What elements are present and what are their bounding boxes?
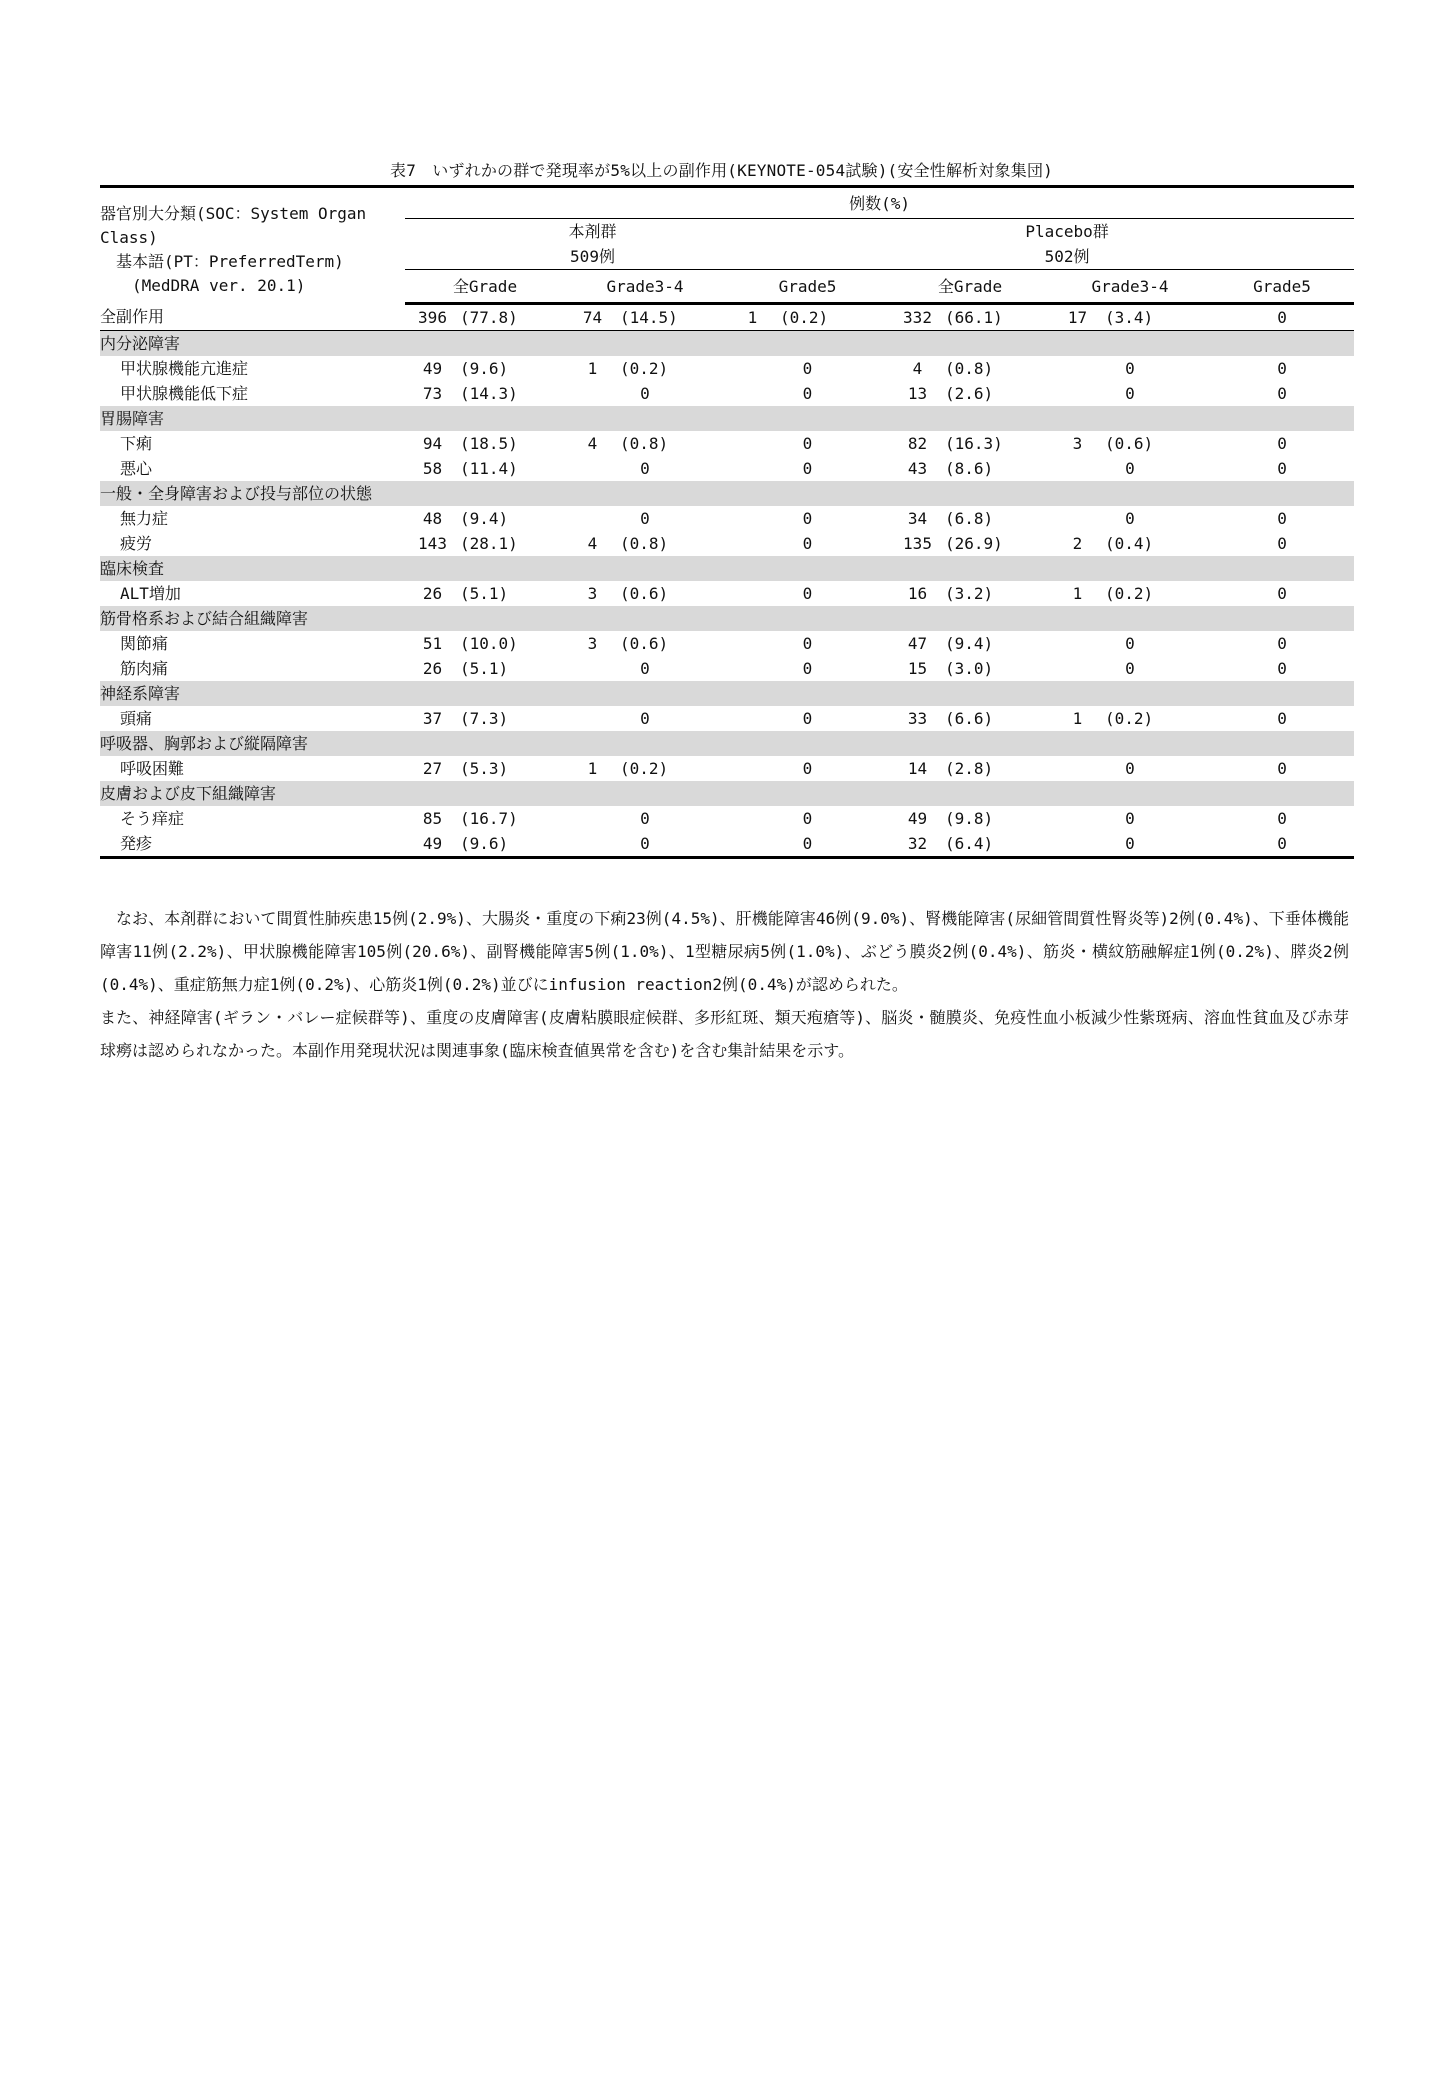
value-cell: 135 [903, 534, 932, 553]
value-cell: (3.2) [945, 584, 994, 603]
value-cell: (5.1) [460, 584, 509, 603]
value-cell: 37 [422, 709, 443, 728]
value-cell: (0.2) [620, 759, 669, 778]
footnote-paragraph: なお、本剤群において間質性肺疾患15例(2.9%)、大腸炎・重度の下痢23例(4.5%)、肝機能障害46例(9.0%)、腎機能障害(尿細管間質性腎炎等)2例(0.4%)、下垂体機能障害11例(2.2%)、甲状腺機能障害105例(20.6%)、副腎機能障害5例(1.0%)、1型糖尿病5例(1.0%)、ぶどう膜炎2例(0.4%)、筋炎・横紋筋融解症1例(0.2%)、膵炎2例(0.4%)、重症筋無力症1例(0.2%)、心筋炎1例(0.2%)並びにinfusion reaction2例(0.4%)が認められた。 [100, 909, 1349, 994]
value-cell: (16.3) [945, 434, 1003, 453]
value-cell: 0 [1277, 584, 1287, 603]
value-cell: 0 [640, 384, 650, 403]
value-cell: 0 [640, 659, 650, 678]
value-cell: (66.1) [945, 304, 1050, 331]
value-cell: (26.9) [945, 534, 1003, 553]
value-cell: 0 [802, 584, 813, 603]
grade-header: 全Grade [890, 270, 1050, 304]
value-cell: (2.6) [945, 384, 994, 403]
value-cell: (18.5) [460, 434, 518, 453]
table-row [100, 756, 1354, 781]
value-cell: (14.3) [460, 384, 518, 403]
table-row [100, 831, 1354, 858]
pt-label: 呼吸困難 [120, 759, 185, 778]
header-line: 器官別大分類(SOC：System Organ [100, 204, 367, 223]
value-cell: 33 [907, 709, 928, 728]
table-row [100, 631, 1354, 656]
value-cell: 0 [1125, 809, 1135, 828]
table-row [100, 381, 1354, 406]
row-label: 全副作用 [100, 304, 405, 331]
table-row [100, 431, 1354, 456]
footnote [100, 902, 1349, 1067]
value-cell: 16 [907, 584, 928, 603]
pt-label: 甲状腺機能低下症 [120, 384, 249, 403]
table-row [100, 506, 1354, 531]
value-cell: 0 [1125, 359, 1135, 378]
soc-label: 呼吸器、胸郭および縦隔障害 [100, 731, 1354, 756]
footnote-paragraph: また、神経障害(ギラン・バレー症候群等)、重度の皮膚障害(皮膚粘膜眼症候群、多形紅斑、類天疱瘡等)、脳炎・髄膜炎、免疫性血小板減少性紫斑病、溶血性貧血及び赤芽球癆は認められなかった。本副作用発現状況は関連事象(臨床検査値異常を含む)を含む集計結果を示す。 [100, 1008, 1349, 1060]
value-cell: 0 [1277, 709, 1287, 728]
value-cell: 396 [405, 304, 460, 331]
table-caption: 表7 いずれかの群で発現率が5%以上の副作用(KEYNOTE-054試験)(安全性解析対象集団) [390, 161, 1053, 180]
pt-label: 頭痛 [120, 709, 153, 728]
value-cell: (0.2) [620, 359, 669, 378]
value-cell: (0.6) [1105, 434, 1154, 453]
value-cell: 143 [418, 534, 447, 553]
pt-label: 悪心 [120, 459, 153, 478]
pt-label: ALT増加 [120, 584, 181, 603]
value-cell: 26 [422, 584, 443, 603]
pt-label: 筋肉痛 [120, 659, 169, 678]
grade-header: Grade5 [1210, 270, 1354, 304]
soc-label: 臨床検査 [100, 556, 1354, 581]
value-cell: (0.8) [620, 434, 669, 453]
value-cell: 0 [802, 659, 813, 678]
units-header: 例数(%) [405, 187, 1354, 219]
value-cell: 0 [1050, 831, 1210, 858]
value-cell: 0 [802, 434, 813, 453]
pt-label: 下痢 [120, 434, 153, 453]
soc-row [100, 606, 1354, 631]
table-row [100, 806, 1354, 831]
value-cell: 0 [640, 709, 650, 728]
pt-label: そう痒症 [120, 809, 185, 828]
value-cell: 58 [422, 459, 443, 478]
soc-label: 皮膚および皮下組織障害 [100, 781, 1354, 806]
value-cell: 14 [907, 759, 928, 778]
value-cell: (0.2) [780, 304, 890, 331]
value-cell: (10.0) [460, 634, 518, 653]
value-cell: 85 [422, 809, 443, 828]
header-line: Class) [100, 228, 158, 247]
value-cell: (0.6) [620, 584, 669, 603]
value-cell: 26 [422, 659, 443, 678]
soc-label: 筋骨格系および結合組織障害 [100, 606, 1354, 631]
value-cell: 0 [1277, 459, 1287, 478]
value-cell: 51 [422, 634, 443, 653]
value-cell: (28.1) [460, 534, 518, 553]
pt-label: 甲状腺機能亢進症 [120, 359, 249, 378]
value-cell: 48 [422, 509, 443, 528]
header-line: 基本語(PT：PreferredTerm) [100, 252, 344, 271]
value-cell: 0 [1277, 759, 1287, 778]
value-cell: 2 [1072, 534, 1083, 553]
adverse-reactions-table [100, 185, 1354, 859]
value-cell: (0.4) [1105, 534, 1154, 553]
value-cell: 0 [1277, 634, 1287, 653]
value-cell: 4 [587, 534, 598, 553]
value-cell: (16.7) [460, 809, 518, 828]
value-cell: (6.4) [945, 831, 1050, 858]
header-line: (MedDRA ver. 20.1) [100, 276, 306, 295]
table-row [100, 656, 1354, 681]
value-cell: 0 [802, 359, 813, 378]
value-cell: 1 [725, 304, 780, 331]
value-cell: 0 [725, 831, 890, 858]
soc-row [100, 731, 1354, 756]
value-cell: 0 [802, 634, 813, 653]
soc-row [100, 481, 1354, 506]
table-row [100, 356, 1354, 381]
soc-row [100, 781, 1354, 806]
value-cell: (0.8) [945, 359, 994, 378]
grade-header: Grade5 [725, 270, 890, 304]
table-row [100, 531, 1354, 556]
value-cell: 0 [802, 384, 813, 403]
value-cell: 1 [1072, 584, 1083, 603]
value-cell: 3 [1072, 434, 1083, 453]
value-cell: (9.4) [460, 509, 509, 528]
value-cell: 94 [422, 434, 443, 453]
grade-header: 全Grade [405, 270, 565, 304]
value-cell: (3.0) [945, 659, 994, 678]
value-cell: (2.8) [945, 759, 994, 778]
value-cell: 0 [802, 509, 813, 528]
value-cell: (9.8) [945, 809, 994, 828]
value-cell: 15 [907, 659, 928, 678]
table-row [100, 706, 1354, 731]
value-cell: 0 [1125, 509, 1135, 528]
group-name-placebo: Placebo群 [1025, 222, 1109, 241]
value-cell: (6.8) [945, 509, 994, 528]
value-cell: 3 [587, 634, 598, 653]
value-cell: (6.6) [945, 709, 994, 728]
value-cell: 0 [1125, 759, 1135, 778]
value-cell: 73 [422, 384, 443, 403]
value-cell: (3.4) [1105, 304, 1210, 331]
value-cell: 0 [640, 509, 650, 528]
value-cell: 1 [1072, 709, 1083, 728]
value-cell: (8.6) [945, 459, 994, 478]
value-cell: (9.6) [460, 831, 565, 858]
value-cell: 0 [1277, 534, 1287, 553]
table-row [100, 581, 1354, 606]
value-cell: 0 [640, 459, 650, 478]
value-cell: 47 [907, 634, 928, 653]
value-cell: 0 [1125, 459, 1135, 478]
value-cell: 0 [802, 809, 813, 828]
value-cell: (11.4) [460, 459, 518, 478]
value-cell: 43 [907, 459, 928, 478]
value-cell: 4 [587, 434, 598, 453]
value-cell: 0 [1210, 304, 1354, 331]
value-cell: 0 [640, 809, 650, 828]
value-cell: (0.2) [1105, 709, 1154, 728]
value-cell: (0.8) [620, 534, 669, 553]
value-cell: 0 [1277, 809, 1287, 828]
table-row [100, 456, 1354, 481]
value-cell: 17 [1050, 304, 1105, 331]
value-cell: 13 [907, 384, 928, 403]
pt-label: 疲労 [120, 534, 153, 553]
value-cell: (0.6) [620, 634, 669, 653]
value-cell: 32 [890, 831, 945, 858]
value-cell: 49 [405, 831, 460, 858]
soc-label: 胃腸障害 [100, 406, 1354, 431]
value-cell: (77.8) [460, 304, 565, 331]
value-cell: (9.6) [460, 359, 509, 378]
grade-header: Grade3-4 [565, 270, 725, 304]
value-cell: 0 [1277, 659, 1287, 678]
value-cell: 74 [565, 304, 620, 331]
value-cell: 0 [1210, 831, 1354, 858]
soc-row [100, 331, 1354, 357]
value-cell: 0 [1277, 509, 1287, 528]
pt-label: 関節痛 [120, 634, 169, 653]
grade-header: Grade3-4 [1050, 270, 1210, 304]
value-cell: (14.5) [620, 304, 725, 331]
total-row [100, 304, 1354, 331]
soc-label: 神経系障害 [100, 681, 1354, 706]
group-n-placebo: 502例 [780, 244, 1354, 270]
value-cell: 0 [1125, 659, 1135, 678]
value-cell: 3 [587, 584, 598, 603]
value-cell: 1 [587, 759, 598, 778]
value-cell: 34 [907, 509, 928, 528]
value-cell: 0 [1277, 384, 1287, 403]
value-cell: 27 [422, 759, 443, 778]
soc-label: 内分泌障害 [100, 331, 1354, 357]
value-cell: 0 [1125, 634, 1135, 653]
value-cell: 0 [1277, 434, 1287, 453]
value-cell: 0 [802, 709, 813, 728]
value-cell: (5.3) [460, 759, 509, 778]
soc-row [100, 406, 1354, 431]
soc-label: 一般・全身障害および投与部位の状態 [100, 481, 1354, 506]
value-cell: (5.1) [460, 659, 509, 678]
value-cell: 0 [802, 459, 813, 478]
soc-row [100, 681, 1354, 706]
value-cell: 0 [802, 759, 813, 778]
value-cell: 0 [1277, 359, 1287, 378]
value-cell: 49 [422, 359, 443, 378]
group-n-treatment: 509例 [405, 244, 780, 270]
pt-label: 無力症 [120, 509, 169, 528]
value-cell: 0 [802, 534, 813, 553]
value-cell: (7.3) [460, 709, 509, 728]
value-cell: 332 [890, 304, 945, 331]
value-cell: 49 [907, 809, 928, 828]
value-cell: 0 [1125, 384, 1135, 403]
value-cell: 82 [907, 434, 928, 453]
value-cell: 1 [587, 359, 598, 378]
value-cell: 0 [565, 831, 725, 858]
value-cell: 4 [912, 359, 923, 378]
soc-row [100, 556, 1354, 581]
group-name-treatment: 本剤群 [568, 222, 617, 241]
row-label-header [100, 187, 405, 304]
value-cell: (9.4) [945, 634, 994, 653]
value-cell: (0.2) [1105, 584, 1154, 603]
pt-label: 発疹 [100, 831, 405, 858]
